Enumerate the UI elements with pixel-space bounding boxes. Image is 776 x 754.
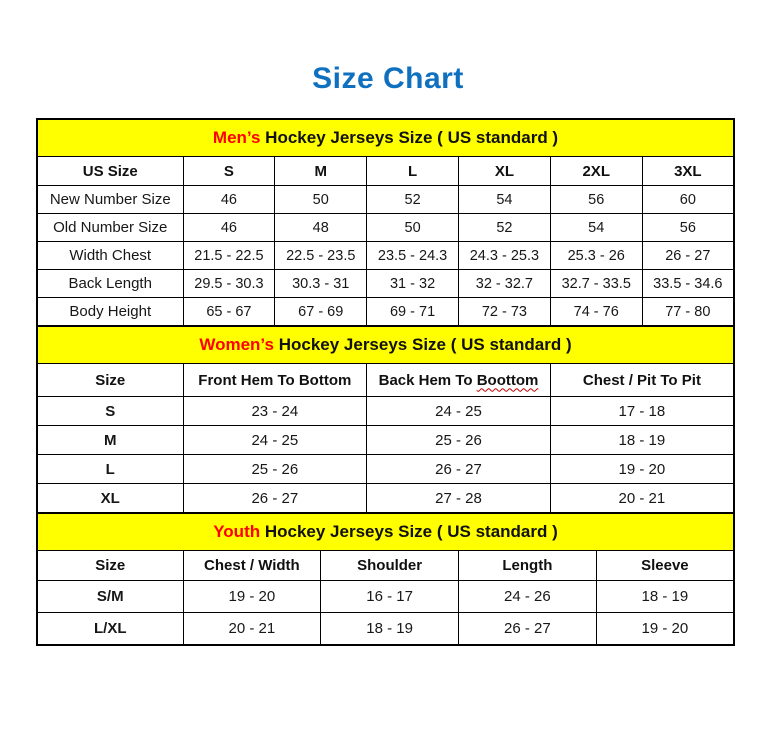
chart-sections: [36, 118, 735, 646]
women-table-body: [37, 397, 734, 514]
men-value-cell: 26 - 27: [642, 242, 734, 270]
youth-banner-row: [37, 513, 734, 551]
men-column-header-4: XL: [458, 157, 550, 186]
men-value-cell: 46: [183, 214, 275, 242]
women-row-label-1: M: [37, 426, 183, 455]
men-value-cell: 56: [550, 186, 642, 214]
youth-value-cell: 19 - 20: [596, 613, 734, 646]
men-value-cell: 74 - 76: [550, 298, 642, 327]
size-chart-page: [0, 62, 776, 646]
men-size-table: [36, 118, 735, 327]
men-section-banner: [37, 119, 734, 157]
youth-banner-text: Hockey Jerseys Size ( US standard ): [260, 522, 558, 541]
youth-column-header-2: Shoulder: [321, 551, 459, 581]
men-value-cell: 29.5 - 30.3: [183, 270, 275, 298]
men-banner-row: [37, 119, 734, 157]
table-row: [37, 484, 734, 514]
men-value-cell: 54: [458, 186, 550, 214]
table-row: [37, 455, 734, 484]
women-size-table: [36, 325, 735, 514]
women-value-cell: 26 - 27: [367, 455, 551, 484]
youth-section-banner: [37, 513, 734, 551]
women-value-cell: 25 - 26: [183, 455, 367, 484]
men-value-cell: 50: [275, 186, 367, 214]
men-value-cell: 23.5 - 24.3: [367, 242, 459, 270]
table-row: [37, 270, 734, 298]
table-row: [37, 242, 734, 270]
youth-value-cell: 18 - 19: [321, 613, 459, 646]
women-column-header-0: Size: [37, 364, 183, 397]
women-value-cell: 20 - 21: [550, 484, 734, 514]
youth-column-header-3: Length: [459, 551, 597, 581]
men-value-cell: 52: [367, 186, 459, 214]
women-banner-text: Hockey Jerseys Size ( US standard ): [273, 335, 572, 354]
women-value-cell: 27 - 28: [367, 484, 551, 514]
women-value-cell: 18 - 19: [550, 426, 734, 455]
men-value-cell: 48: [275, 214, 367, 242]
men-value-cell: 21.5 - 22.5: [183, 242, 275, 270]
men-column-header-1: S: [183, 157, 275, 186]
men-value-cell: 46: [183, 186, 275, 214]
men-value-cell: 52: [458, 214, 550, 242]
youth-banner-highlight: Youth: [213, 522, 261, 541]
youth-value-cell: 16 - 17: [321, 581, 459, 613]
men-value-cell: 56: [642, 214, 734, 242]
men-column-header-6: 3XL: [642, 157, 734, 186]
men-row-label-0: New Number Size: [37, 186, 183, 214]
women-value-cell: 25 - 26: [367, 426, 551, 455]
table-row: [37, 298, 734, 327]
men-row-label-1: Old Number Size: [37, 214, 183, 242]
men-value-cell: 65 - 67: [183, 298, 275, 327]
youth-value-cell: 19 - 20: [183, 581, 321, 613]
men-value-cell: 67 - 69: [275, 298, 367, 327]
youth-value-cell: 20 - 21: [183, 613, 321, 646]
men-row-label-2: Width Chest: [37, 242, 183, 270]
men-row-label-4: Body Height: [37, 298, 183, 327]
women-value-cell: 26 - 27: [183, 484, 367, 514]
men-value-cell: 25.3 - 26: [550, 242, 642, 270]
women-value-cell: 23 - 24: [183, 397, 367, 426]
youth-row-label-1: L/XL: [37, 613, 183, 646]
men-value-cell: 30.3 - 31: [275, 270, 367, 298]
men-value-cell: 54: [550, 214, 642, 242]
women-row-label-3: XL: [37, 484, 183, 514]
men-banner-highlight: Men’s: [212, 128, 261, 147]
women-column-header-2: [367, 364, 551, 397]
women-row-label-0: S: [37, 397, 183, 426]
women-section-banner: [37, 326, 734, 364]
youth-column-header-0: Size: [37, 551, 183, 581]
youth-size-table: [36, 512, 735, 646]
women-value-cell: 24 - 25: [183, 426, 367, 455]
youth-column-header-row: [37, 551, 734, 581]
table-row: [37, 581, 734, 613]
women-column-header-3: Chest / Pit To Pit: [550, 364, 734, 397]
women-value-cell: 19 - 20: [550, 455, 734, 484]
table-row: [37, 397, 734, 426]
men-value-cell: 77 - 80: [642, 298, 734, 327]
men-value-cell: 24.3 - 25.3: [458, 242, 550, 270]
men-table-body: [37, 186, 734, 327]
women-column-header-1: Front Hem To Bottom: [183, 364, 367, 397]
youth-value-cell: 18 - 19: [596, 581, 734, 613]
column-header-prefix: Back Hem To: [378, 371, 477, 389]
men-value-cell: 33.5 - 34.6: [642, 270, 734, 298]
women-column-header-row: [37, 364, 734, 397]
women-banner-highlight: Women’s: [199, 335, 274, 354]
men-value-cell: 22.5 - 23.5: [275, 242, 367, 270]
women-banner-row: [37, 326, 734, 364]
youth-value-cell: 26 - 27: [459, 613, 597, 646]
table-row: [37, 426, 734, 455]
youth-row-label-0: S/M: [37, 581, 183, 613]
men-value-cell: 69 - 71: [367, 298, 459, 327]
page-title: Size Chart: [312, 62, 464, 95]
men-value-cell: 31 - 32: [367, 270, 459, 298]
men-column-header-row: [37, 157, 734, 186]
men-value-cell: 60: [642, 186, 734, 214]
table-row: [37, 613, 734, 646]
youth-table-body: [37, 581, 734, 646]
youth-value-cell: 24 - 26: [459, 581, 597, 613]
misspelled-word: Boottom: [476, 371, 539, 389]
men-value-cell: 50: [367, 214, 459, 242]
men-row-label-3: Back Length: [37, 270, 183, 298]
men-banner-text: Hockey Jerseys Size ( US standard ): [260, 128, 559, 147]
youth-column-header-1: Chest / Width: [183, 551, 321, 581]
table-row: [37, 214, 734, 242]
men-column-header-2: M: [275, 157, 367, 186]
women-value-cell: 24 - 25: [367, 397, 551, 426]
men-value-cell: 72 - 73: [458, 298, 550, 327]
men-column-header-3: L: [367, 157, 459, 186]
men-value-cell: 32 - 32.7: [458, 270, 550, 298]
youth-column-header-4: Sleeve: [596, 551, 734, 581]
women-row-label-2: L: [37, 455, 183, 484]
women-value-cell: 17 - 18: [550, 397, 734, 426]
men-value-cell: 32.7 - 33.5: [550, 270, 642, 298]
men-column-header-5: 2XL: [550, 157, 642, 186]
men-column-header-0: US Size: [37, 157, 183, 186]
table-row: [37, 186, 734, 214]
